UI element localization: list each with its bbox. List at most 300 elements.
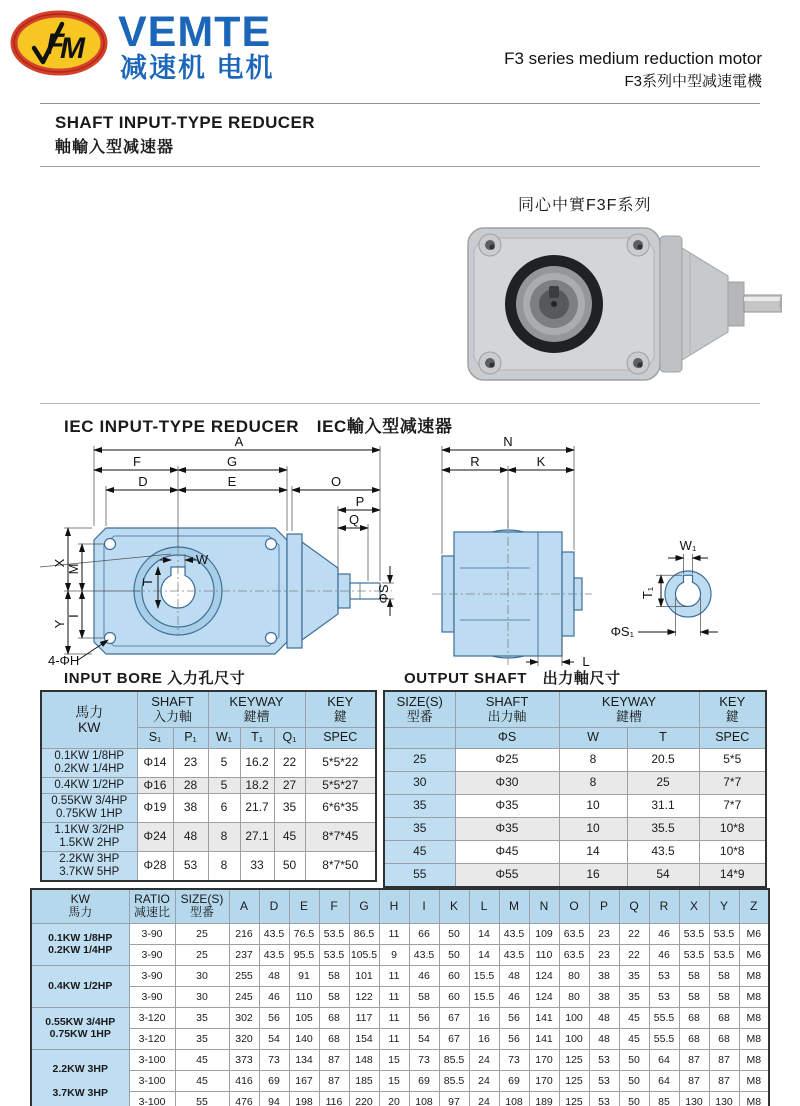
input-bore-title: INPUT BORE 入力孔尺寸: [64, 670, 246, 687]
dim-label-4PhiH: 4-ΦH: [48, 653, 80, 666]
dim-cell: 35: [619, 986, 649, 1007]
dim-cell: 3-90: [129, 986, 175, 1007]
dim-cell: 67: [439, 1028, 469, 1049]
dim-cell: 130: [709, 1091, 739, 1106]
dim-cell: 53.5: [679, 923, 709, 944]
col-size-header: SIZE(S) 型番: [175, 889, 229, 923]
input-bore-row: [41, 822, 376, 851]
dim-cell: 373: [229, 1049, 259, 1070]
dim-cell: 10: [559, 794, 627, 817]
dim-cell: 23: [589, 944, 619, 965]
dim-label-O: O: [330, 474, 342, 489]
power-label: 45: [384, 840, 455, 863]
dim-cell: 16: [469, 1028, 499, 1049]
dim-cell: 43.5: [259, 944, 289, 965]
dim-cell: 85.5: [439, 1049, 469, 1070]
dim-label-Y: Y: [52, 619, 67, 629]
dim-cell: Φ55: [455, 863, 559, 887]
dim-cell: 110: [289, 986, 319, 1007]
dim-cell: 68: [679, 1007, 709, 1028]
dim-cell: 63.5: [559, 944, 589, 965]
dim-cell: 15: [379, 1070, 409, 1091]
dim-cell: 53.5: [319, 944, 349, 965]
power-label: 30: [384, 771, 455, 794]
dim-label-I: I: [66, 614, 81, 618]
dim-label-A: A: [234, 436, 244, 449]
dim-cell: 108: [499, 1091, 529, 1106]
dim-cell: 167: [289, 1070, 319, 1091]
dim-cell: M8: [739, 965, 769, 986]
dim-cell: M8: [739, 1091, 769, 1106]
dim-cell: 60: [439, 986, 469, 1007]
dimension-row: [31, 923, 769, 944]
title-divider: [40, 166, 760, 167]
dim-cell: 46: [409, 965, 439, 986]
dimension-row: [31, 1007, 769, 1028]
dim-cell: 27: [274, 777, 305, 793]
dim-cell: 68: [319, 1007, 349, 1028]
dim-cell: 56: [499, 1007, 529, 1028]
dim-cell: 3-120: [129, 1028, 175, 1049]
dim-label-K: K: [536, 454, 546, 469]
dim-cell: Φ30: [455, 771, 559, 794]
subcol-phis: ΦS: [455, 727, 559, 748]
dim-cell: 109: [529, 923, 559, 944]
dim-cell: 53: [649, 986, 679, 1007]
dim-cell: 8: [208, 822, 240, 851]
dim-cell: 35.5: [627, 817, 699, 840]
dim-cell: 8*7*50: [305, 851, 376, 881]
dim-cell: 255: [229, 965, 259, 986]
col-Z: Z: [739, 889, 769, 923]
dim-cell: 76.5: [289, 923, 319, 944]
dim-cell: 220: [349, 1091, 379, 1106]
dim-cell: 3-90: [129, 944, 175, 965]
dim-cell: 45: [274, 822, 305, 851]
output-shaft-title: OUTPUT SHAFT 出力軸尺寸: [404, 670, 621, 687]
dim-label-F: F: [133, 454, 141, 469]
dim-cell: 3-100: [129, 1049, 175, 1070]
svg-text:M: M: [60, 32, 85, 65]
dim-cell: 11: [379, 1028, 409, 1049]
dim-cell: 108: [409, 1091, 439, 1106]
col-ratio-header: RATIO 减速比: [129, 889, 175, 923]
dim-cell: 68: [709, 1028, 739, 1049]
dim-cell: 43.5: [259, 923, 289, 944]
output-shaft-row: [384, 748, 766, 771]
dim-cell: 55.5: [649, 1007, 679, 1028]
subcol-spec: SPEC: [699, 727, 766, 748]
dim-cell: 14: [559, 840, 627, 863]
dim-cell: 3-100: [129, 1070, 175, 1091]
dim-label-T1: T₁: [640, 586, 655, 600]
col-keyway-header: KEYWAY 鍵槽: [208, 691, 305, 727]
dimension-row: [31, 1091, 769, 1106]
col-kw-header: KW 馬力: [31, 889, 129, 923]
dim-cell: 122: [349, 986, 379, 1007]
dim-cell: 216: [229, 923, 259, 944]
col-power-header: 馬力 KW: [41, 691, 137, 748]
dim-cell: M8: [739, 1070, 769, 1091]
dim-cell: 18.2: [240, 777, 274, 793]
col-L: L: [469, 889, 499, 923]
dim-cell: 48: [173, 822, 208, 851]
col-X: X: [679, 889, 709, 923]
col-size-header: SIZE(S) 型番: [384, 691, 455, 727]
dim-cell: 148: [349, 1049, 379, 1070]
dim-cell: 69: [499, 1070, 529, 1091]
dim-cell: 141: [529, 1007, 559, 1028]
dim-cell: 11: [379, 923, 409, 944]
col-Y: Y: [709, 889, 739, 923]
dim-cell: 7*7: [699, 771, 766, 794]
dim-cell: 16: [559, 863, 627, 887]
dim-cell: 141: [529, 1028, 559, 1049]
dim-cell: 91: [289, 965, 319, 986]
dim-cell: 134: [289, 1049, 319, 1070]
dim-cell: 58: [319, 986, 349, 1007]
brand-name: VEMTE: [118, 8, 272, 56]
dim-cell: 14: [469, 923, 499, 944]
dim-cell: 45: [175, 1049, 229, 1070]
dim-cell: 95.5: [289, 944, 319, 965]
col-keyway-header: KEYWAY 鍵槽: [559, 691, 699, 727]
dim-cell: 35: [175, 1028, 229, 1049]
dim-cell: 16.2: [240, 748, 274, 777]
power-label: 35: [384, 794, 455, 817]
dim-cell: 24: [469, 1091, 499, 1106]
dim-label-G: G: [226, 454, 238, 469]
dim-cell: 94: [259, 1091, 289, 1106]
dim-cell: 105.5: [349, 944, 379, 965]
dimension-row: [31, 986, 769, 1007]
dim-cell: 170: [529, 1070, 559, 1091]
dimension-table: [30, 888, 770, 1106]
input-bore-row: [41, 793, 376, 822]
col-K: K: [439, 889, 469, 923]
dim-cell: 68: [319, 1028, 349, 1049]
power-label: 35: [384, 817, 455, 840]
dim-cell: 6*6*35: [305, 793, 376, 822]
subcol-s1: S₁: [137, 727, 173, 748]
power-label: 2.2KW 3HP 3.7KW 3HP: [31, 1049, 129, 1106]
subcol-p1: P₁: [173, 727, 208, 748]
col-R: R: [649, 889, 679, 923]
dim-cell: 125: [559, 1070, 589, 1091]
dim-cell: Φ25: [455, 748, 559, 771]
dim-cell: 50: [619, 1049, 649, 1070]
dim-cell: 110: [529, 944, 559, 965]
col-G: G: [349, 889, 379, 923]
dim-cell: 53.5: [679, 944, 709, 965]
dim-cell: 48: [499, 965, 529, 986]
output-shaft-row: [384, 840, 766, 863]
dim-cell: M8: [739, 986, 769, 1007]
dim-cell: 58: [319, 965, 349, 986]
dim-cell: 154: [349, 1028, 379, 1049]
col-I: I: [409, 889, 439, 923]
dim-cell: Φ24: [137, 822, 173, 851]
input-bore-table: [40, 690, 377, 882]
dim-cell: 69: [409, 1070, 439, 1091]
dim-cell: 185: [349, 1070, 379, 1091]
dim-cell: M6: [739, 944, 769, 965]
dim-label-T: T: [140, 578, 155, 586]
iec-heading: IEC INPUT-TYPE REDUCER IEC輸入型减速器: [64, 417, 453, 436]
dim-label-L: L: [582, 654, 590, 666]
dim-cell: 125: [559, 1049, 589, 1070]
output-shaft-table: [383, 690, 767, 888]
dim-cell: 68: [679, 1028, 709, 1049]
vemte-logo-icon: [10, 10, 110, 76]
dim-cell: 53.5: [709, 944, 739, 965]
dim-cell: 58: [409, 986, 439, 1007]
dim-cell: 85.5: [439, 1070, 469, 1091]
dimension-row: [31, 944, 769, 965]
dim-cell: 3-120: [129, 1007, 175, 1028]
dim-cell: 198: [289, 1091, 319, 1106]
dim-cell: 15.5: [469, 965, 499, 986]
dimension-row: [31, 1028, 769, 1049]
dim-cell: 87: [319, 1070, 349, 1091]
dim-cell: Φ28: [137, 851, 173, 881]
dim-cell: 87: [709, 1049, 739, 1070]
dim-cell: 53.5: [319, 923, 349, 944]
dim-cell: 11: [379, 986, 409, 1007]
dimension-drawing: [40, 436, 760, 666]
dim-cell: 97: [439, 1091, 469, 1106]
dim-cell: Φ16: [137, 777, 173, 793]
dim-cell: 48: [259, 965, 289, 986]
dim-label-X: X: [52, 558, 67, 568]
dim-cell: 25: [175, 923, 229, 944]
dim-cell: 15: [379, 1049, 409, 1070]
dim-cell: 80: [559, 965, 589, 986]
dim-cell: 6: [208, 793, 240, 822]
dim-cell: 31.1: [627, 794, 699, 817]
col-key-header: KEY 鍵: [699, 691, 766, 727]
dim-cell: 50: [439, 923, 469, 944]
dim-cell: 43.5: [499, 944, 529, 965]
dim-cell: 38: [589, 986, 619, 1007]
col-shaft-header: SHAFT 入力軸: [137, 691, 208, 727]
dim-cell: 245: [229, 986, 259, 1007]
dimension-row: [31, 965, 769, 986]
dim-cell: 3-90: [129, 923, 175, 944]
dim-cell: Φ45: [455, 840, 559, 863]
col-M: M: [499, 889, 529, 923]
dim-cell: 55.5: [649, 1028, 679, 1049]
subcol-spec: SPEC: [305, 727, 376, 748]
subcol-w: W: [559, 727, 627, 748]
dim-cell: 58: [709, 965, 739, 986]
dim-cell: 11: [379, 965, 409, 986]
dim-cell: 116: [319, 1091, 349, 1106]
page-title-en: SHAFT INPUT-TYPE REDUCER: [55, 113, 315, 132]
subcol-q1: Q₁: [274, 727, 305, 748]
dim-label-M: M: [66, 563, 81, 575]
dim-cell: 73: [259, 1049, 289, 1070]
dim-cell: 45: [619, 1007, 649, 1028]
power-label: 0.55KW 3/4HP 0.75KW 1HP: [31, 1007, 129, 1049]
dim-cell: 46: [649, 944, 679, 965]
dim-cell: 237: [229, 944, 259, 965]
dim-cell: 124: [529, 965, 559, 986]
dim-cell: 56: [499, 1028, 529, 1049]
input-bore-row: [41, 777, 376, 793]
dim-cell: 64: [649, 1049, 679, 1070]
output-shaft-row: [384, 771, 766, 794]
dim-label-W: W: [195, 552, 209, 567]
dim-cell: 16: [469, 1007, 499, 1028]
dim-cell: 63.5: [559, 923, 589, 944]
subcol-t1: T₁: [240, 727, 274, 748]
col-F: F: [319, 889, 349, 923]
dim-cell: Φ35: [455, 817, 559, 840]
dim-cell: M8: [739, 1007, 769, 1028]
dim-cell: 87: [679, 1049, 709, 1070]
dim-cell: 69: [259, 1070, 289, 1091]
dim-cell: 117: [349, 1007, 379, 1028]
dim-cell: 10: [559, 817, 627, 840]
dim-cell: 56: [259, 1007, 289, 1028]
dim-cell: 43.5: [409, 944, 439, 965]
output-shaft-row: [384, 817, 766, 840]
dim-cell: 50: [274, 851, 305, 881]
col-shaft-header: SHAFT 出力軸: [455, 691, 559, 727]
dim-cell: 10*8: [699, 817, 766, 840]
power-label: 1.1KW 3/2HP 1.5KW 2HP: [41, 822, 137, 851]
dim-label-E: E: [227, 474, 237, 489]
dim-cell: 48: [589, 1007, 619, 1028]
dim-cell: 100: [559, 1007, 589, 1028]
dim-cell: 46: [499, 986, 529, 1007]
dim-cell: 30: [175, 986, 229, 1007]
dim-cell: 23: [173, 748, 208, 777]
power-label: 0.4KW 1/2HP: [31, 965, 129, 1007]
dim-cell: 60: [439, 965, 469, 986]
dim-cell: 87: [709, 1070, 739, 1091]
dim-label-PhiS: ΦS: [376, 584, 391, 604]
input-bore-row: [41, 851, 376, 881]
dim-cell: M8: [739, 1049, 769, 1070]
dim-cell: 73: [499, 1049, 529, 1070]
output-shaft-row: [384, 863, 766, 887]
dim-cell: 14*9: [699, 863, 766, 887]
power-label: 0.1KW 1/8HP 0.2KW 1/4HP: [31, 923, 129, 965]
dim-cell: 5*5: [699, 748, 766, 771]
subcol-t: T: [627, 727, 699, 748]
dim-cell: M8: [739, 1028, 769, 1049]
dim-cell: 101: [349, 965, 379, 986]
dim-cell: 9: [379, 944, 409, 965]
dim-cell: 22: [619, 923, 649, 944]
dim-cell: 46: [259, 986, 289, 1007]
dim-cell: 416: [229, 1070, 259, 1091]
dim-cell: 35: [274, 793, 305, 822]
dim-cell: 38: [589, 965, 619, 986]
col-O: O: [559, 889, 589, 923]
dim-cell: 53.5: [709, 923, 739, 944]
series-title-en: F3 series medium reduction motor: [504, 49, 762, 68]
dim-cell: 24: [469, 1049, 499, 1070]
dim-cell: 58: [679, 965, 709, 986]
dim-cell: 22: [274, 748, 305, 777]
dim-cell: 21.7: [240, 793, 274, 822]
dim-cell: 53: [589, 1091, 619, 1106]
dim-cell: 3-100: [129, 1091, 175, 1106]
dim-cell: 189: [529, 1091, 559, 1106]
dim-cell: 24: [469, 1070, 499, 1091]
dim-label-R: R: [470, 454, 480, 469]
dim-cell: 35: [619, 965, 649, 986]
dim-cell: 320: [229, 1028, 259, 1049]
dim-cell: 54: [627, 863, 699, 887]
dim-cell: 302: [229, 1007, 259, 1028]
dimension-row: [31, 1049, 769, 1070]
dim-cell: 43.5: [499, 923, 529, 944]
col-Q: Q: [619, 889, 649, 923]
dim-cell: 8*7*45: [305, 822, 376, 851]
dim-cell: 53: [173, 851, 208, 881]
subcol-blank: [384, 727, 455, 748]
dim-cell: 5*5*27: [305, 777, 376, 793]
dim-cell: 15.5: [469, 986, 499, 1007]
col-N: N: [529, 889, 559, 923]
power-label: 55: [384, 863, 455, 887]
dim-cell: 50: [619, 1070, 649, 1091]
dim-cell: 130: [679, 1091, 709, 1106]
dim-cell: Φ19: [137, 793, 173, 822]
dim-cell: 55: [175, 1091, 229, 1106]
dim-label-Q: Q: [348, 512, 360, 527]
dim-cell: 28: [173, 777, 208, 793]
dim-cell: 124: [529, 986, 559, 1007]
dim-cell: 58: [709, 986, 739, 1007]
dim-cell: 125: [559, 1091, 589, 1106]
col-H: H: [379, 889, 409, 923]
power-label: 0.55KW 3/4HP 0.75KW 1HP: [41, 793, 137, 822]
dim-cell: 87: [679, 1070, 709, 1091]
dim-cell: 5*5*22: [305, 748, 376, 777]
dim-cell: 38: [173, 793, 208, 822]
dim-cell: 10*8: [699, 840, 766, 863]
output-shaft-row: [384, 794, 766, 817]
dim-cell: 7*7: [699, 794, 766, 817]
dim-cell: 58: [679, 986, 709, 1007]
dim-cell: 25: [627, 771, 699, 794]
dim-cell: 53: [649, 965, 679, 986]
dim-cell: 45: [175, 1070, 229, 1091]
dim-cell: 85: [649, 1091, 679, 1106]
dimension-row: [31, 1070, 769, 1091]
dim-cell: 73: [409, 1049, 439, 1070]
dim-cell: 8: [559, 771, 627, 794]
dim-cell: 33: [240, 851, 274, 881]
input-bore-row: [41, 748, 376, 777]
dim-cell: 87: [319, 1049, 349, 1070]
dim-cell: 22: [619, 944, 649, 965]
subcol-w1: W₁: [208, 727, 240, 748]
dim-cell: 53: [589, 1070, 619, 1091]
dim-label-P: P: [355, 494, 365, 509]
col-key-header: KEY 鍵: [305, 691, 376, 727]
dim-cell: 25: [175, 944, 229, 965]
dim-cell: 20.5: [627, 748, 699, 771]
dim-cell: 53: [589, 1049, 619, 1070]
dim-label-D: D: [138, 474, 148, 489]
dim-cell: 5: [208, 748, 240, 777]
